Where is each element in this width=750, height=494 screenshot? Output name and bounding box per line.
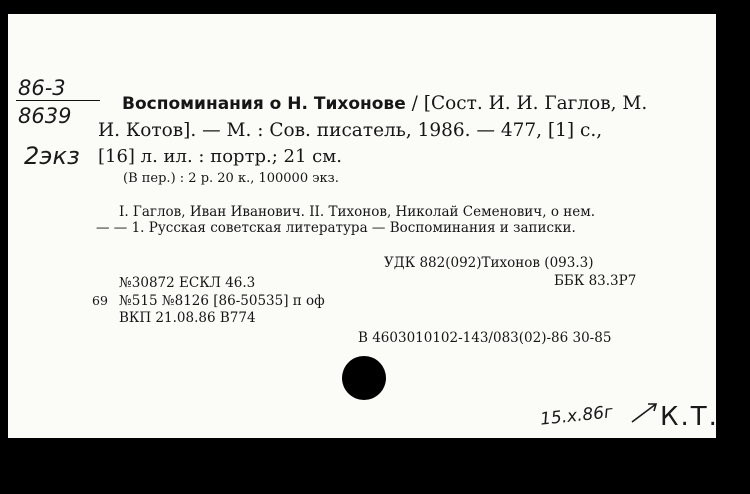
entry-line-1	[122, 93, 647, 114]
entry-line-4: (В пер.) : 2 р. 20 к., 100000 экз.	[123, 171, 339, 186]
isbn-line: В 4603010102-143/083(02)-86 30-85	[358, 330, 612, 346]
card-punch-hole	[342, 356, 386, 400]
registry-line-3: ВКП 21.08.86 В774	[119, 310, 256, 326]
registry-line-2: №515 №8126 [86-50535] п оф	[119, 293, 325, 309]
tracing-line-1: I. Гаглов, Иван Иванович. II. Тихонов, Николай Семенович, о нем.	[119, 204, 596, 220]
registry-line-1: №30872 ЕСКЛ 46.3	[119, 275, 256, 291]
registry-prefix: 69	[92, 293, 108, 308]
entry-title: Воспоминания о Н. Тихонове	[122, 94, 406, 114]
entry-line-3: [16] л. ил. : портр.; 21 см.	[98, 146, 342, 167]
scan-bottom-border	[0, 438, 750, 494]
shelf-mark-rule	[16, 100, 100, 101]
entry-compilers: / [Сост. И. И. Гаглов, М.	[405, 93, 648, 114]
udk-code: УДК 882(092)Тихонов (093.3)	[384, 255, 594, 271]
slash-mark-icon	[630, 400, 658, 424]
bbk-code: ББК 83.3Р7	[554, 273, 637, 289]
entry-line-2: И. Котов]. — М. : Сов. писатель, 1986. — 477, [1] с.,	[98, 120, 603, 141]
handwritten-shelf-bottom: 8639	[18, 104, 72, 128]
handwritten-copies: 2экз	[24, 142, 80, 170]
catalog-card	[8, 14, 719, 438]
handwritten-date: 15.х.86г	[539, 402, 614, 430]
handwritten-shelf-top: 86-3	[18, 76, 66, 100]
tracing-line-2: — — 1. Русская советская литература — Воспоминания и записки.	[96, 220, 576, 236]
handwritten-initials: К.Т.	[660, 402, 719, 432]
